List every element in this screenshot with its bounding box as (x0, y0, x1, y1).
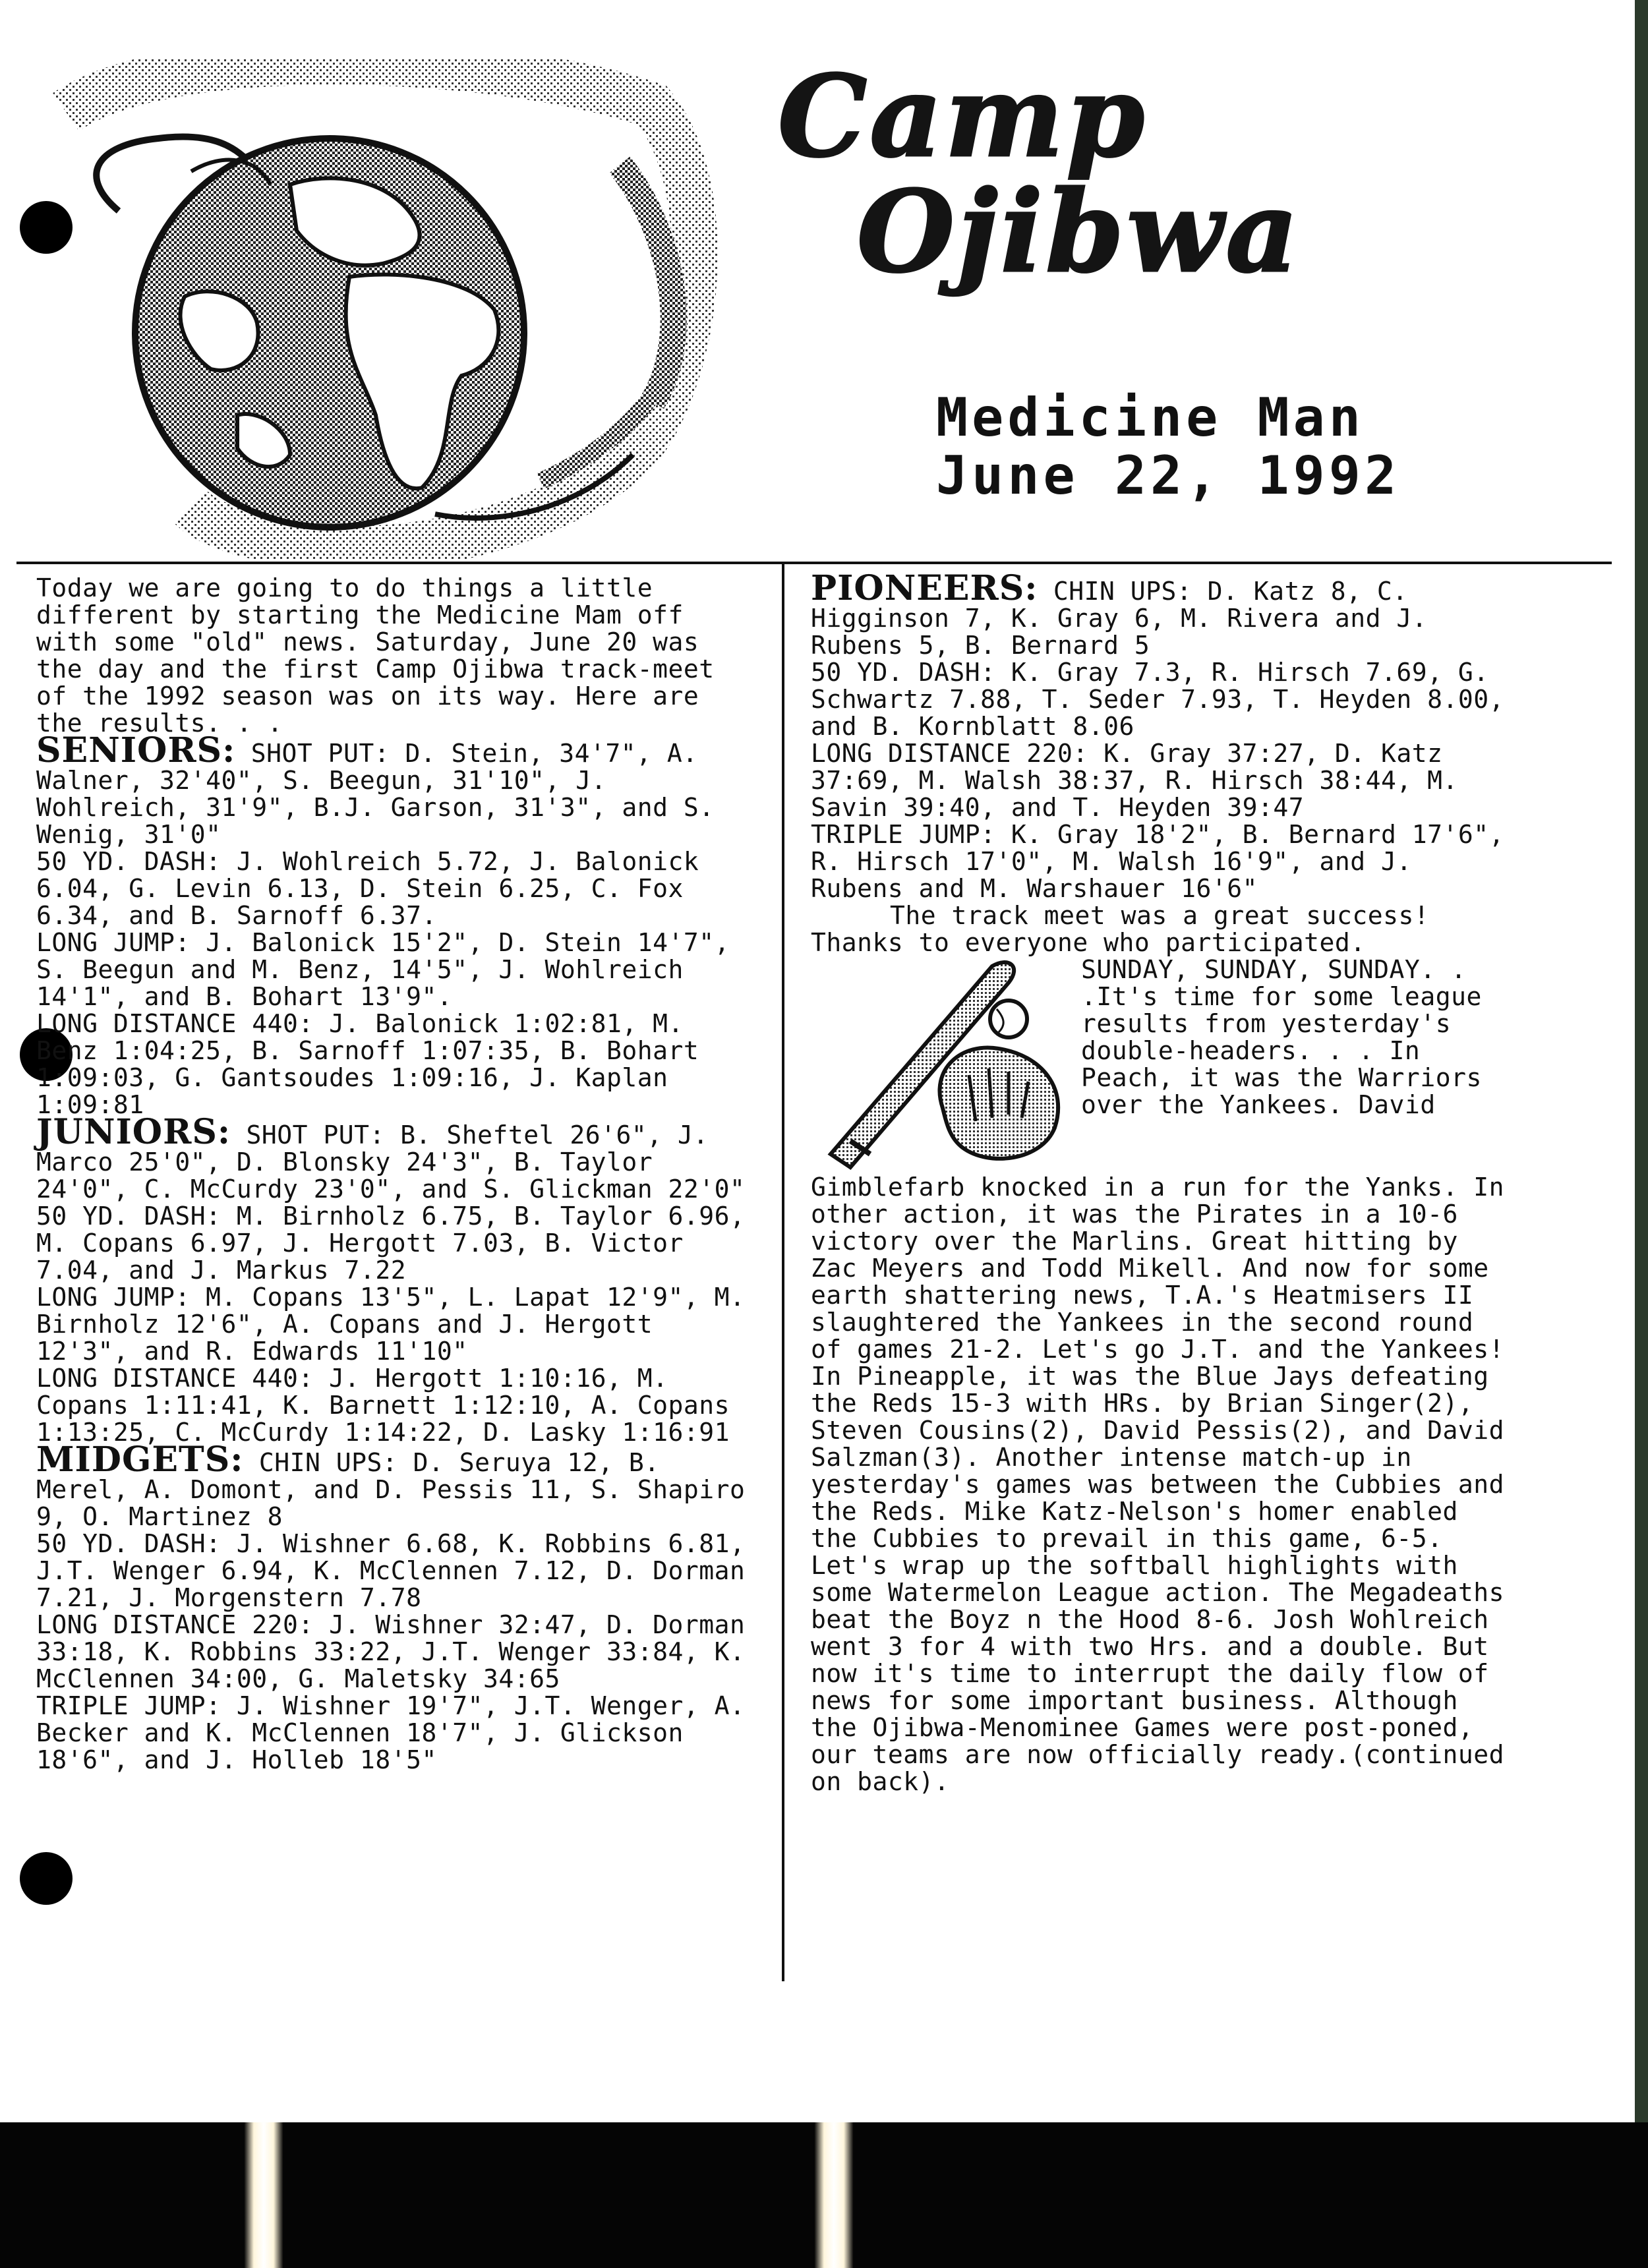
column-divider (782, 564, 784, 1981)
juniors-shot-put: SHOT PUT: B. Sheftel 26'6", J. Marco 25'0", D. Blonsky 24'3", B. Taylor 24'0", C. McCurdy 23'0", and S. Glickman 22'0" (36, 1120, 746, 1204)
midgets-long-distance: LONG DISTANCE 220: J. Wishner 32:47, D. Dorman 33:18, K. Robbins 33:22, J.T. Wenger 33:84, K. McClennen 34:00, G. Maletsky 34:65 (36, 1610, 746, 1693)
newsletter-name: Medicine Man (936, 387, 1365, 448)
header-rule (16, 562, 1612, 564)
left-column (36, 575, 755, 1774)
baseball-bat-glove-icon (811, 956, 1074, 1174)
intro-paragraph: Today we are going to do things a little different by starting the Medicine Mam off with some "old" news. Saturday, June 20 was the day and the first Camp Ojibwa track-meet of the 1992 season was on its way. Here are the results. . . (36, 573, 715, 738)
issue-date: June 22, 1992 (936, 445, 1401, 506)
midgets-section (36, 1439, 755, 1531)
masthead-title-line2: Ojibwa (857, 166, 1301, 298)
right-column (811, 568, 1519, 1796)
scan-light-streak (244, 2122, 283, 2268)
pioneers-section (811, 568, 1519, 660)
juniors-section (36, 1112, 755, 1204)
juniors-long-distance: LONG DISTANCE 440: J. Hergott 1:10:16, M. Copans 1:11:41, K. Barnett 1:12:10, A. Copans 1:13:25, C. McCurdy 1:14:22, D. Lasky 1:16:91 (36, 1364, 730, 1447)
page-edge (1635, 0, 1648, 2122)
juniors-heading: JUNIORS: (36, 1112, 231, 1152)
seniors-dash: 50 YD. DASH: J. Wohlreich 5.72, J. Balonick 6.04, G. Levin 6.13, D. Stein 6.25, C. Fox 6.34, and B. Sarnoff 6.37. (36, 847, 699, 930)
seniors-long-jump: LONG JUMP: J. Balonick 15'2", D. Stein 14'7", S. Beegun and M. Benz, 14'5", J. Wohlreich 14'1", and B. Bohart 13'9". (36, 928, 730, 1011)
juniors-long-jump: LONG JUMP: M. Copans 13'5", L. Lapat 12'9", M. Birnholz 12'6", A. Copans and J. Hergott 12'3", and R. Edwards 11'10" (36, 1283, 746, 1366)
midgets-dash: 50 YD. DASH: J. Wishner 6.68, K. Robbins 6.81, J.T. Wenger 6.94, K. McClennen 7.12, D. Dorman 7.21, J. Morgenstern 7.78 (36, 1529, 746, 1612)
punch-hole (20, 1852, 73, 1905)
masthead-title (758, 51, 1417, 298)
midgets-chin-ups: CHIN UPS: D. Seruya 12, B. Merel, A. Domont, and D. Pessis 11, S. Shapiro 9, O. Martinez 8 (36, 1448, 746, 1531)
closing-paragraph (811, 902, 1519, 956)
closing-text: The track meet was a great success! Thanks to everyone who participated. (811, 901, 1430, 957)
seniors-section (36, 730, 755, 849)
seniors-long-distance: LONG DISTANCE 440: J. Balonick 1:02:81, M. Benz 1:04:25, B. Sarnoff 1:07:35, B. Bohart 1:09:03, G. Gantsoudes 1:09:16, J. Kaplan 1:09:81 (36, 1009, 699, 1119)
pioneers-dash: 50 YD. DASH: K. Gray 7.3, R. Hirsch 7.69, G. Schwartz 7.88, T. Seder 7.93, T. Heyden 8.00, and B. Kornblatt 8.06 (811, 658, 1505, 741)
pioneers-heading: PIONEERS: (811, 568, 1038, 608)
sunday-body-text: Gimblefarb knocked in a run for the Yanks. In other action, it was the Pirates in a 10-6 victory over the Marlins. Great hitting by Zac Meyers and Todd Mikell. And now for some earth shattering news, T.A.'s Heatmisers II slaughtered the Yankees in the second round of games 21-2. Let's go J.T. and the Yankees! In Pineapple, it was the Blue Jays defeating the Reds 15-3 with HRs. by Brian Singer(2), Steven Cousins(2), David Pessis(2), and David Salzman(3). Another intense match-up in yesterday's games was between the Cubbies and the Reds. Mike Katz-Nelson's homer enabled the Cubbies to prevail in this game, 6-5. Let's wrap up the softball highlights with some Watermelon League action. The Megadeaths beat the Boyz n the Hood 8-6. Josh Wohlreich went 3 for 4 with two Hrs. and a double. But now it's time to interrupt the daily flow of news for some important business. Although the Ojibwa-Menominee Games were post-poned, our teams are now officially ready.(continued on back). (811, 1173, 1505, 1796)
juniors-dash: 50 YD. DASH: M. Birnholz 6.75, B. Taylor 6.96, M. Copans 6.97, J. Hergott 7.03, B. Victor 7.04, and J. Markus 7.22 (36, 1202, 746, 1285)
pioneers-chin-ups: CHIN UPS: D. Katz 8, C. Higginson 7, K. Gray 6, M. Rivera and J. Rubens 5, B. Bernard 5 (811, 577, 1428, 660)
sunday-lead-text: SUNDAY, SUNDAY, SUNDAY. . .It's time for some league results from yesterday's double-headers. . . In Peach, it was the Warriors over the Yankees. David (1081, 955, 1482, 1119)
scan-light-streak (814, 2122, 854, 2268)
seniors-shot-put: SHOT PUT: D. Stein, 34'7", A. Walner, 32'40", S. Beegun, 31'10", J. Wohlreich, 31'9", B.J. Garson, 31'3", and S. Wenig, 31'0" (36, 739, 715, 849)
seniors-heading: SENIORS: (36, 730, 236, 771)
midgets-heading: MIDGETS: (36, 1439, 244, 1480)
pioneers-triple-jump: TRIPLE JUMP: K. Gray 18'2", B. Bernard 17'6", R. Hirsch 17'0", M. Walsh 16'9", and J. Rubens and M. Warshauer 16'6" (811, 820, 1505, 903)
globe-icon (40, 59, 719, 560)
pioneers-long-distance: LONG DISTANCE 220: K. Gray 37:27, D. Katz 37:69, M. Walsh 38:37, R. Hirsch 38:44, M. Savin 39:40, and T. Heyden 39:47 (811, 739, 1458, 822)
masthead-title-line1: Camp (778, 51, 1148, 183)
midgets-triple-jump: TRIPLE JUMP: J. Wishner 19'7", J.T. Wenger, A. Becker and K. McClennen 18'7", J. Glickson 18'6", and J. Holleb 18'5" (36, 1691, 746, 1774)
masthead-subtitle-block (936, 389, 1529, 505)
sunday-block (811, 956, 1519, 1174)
